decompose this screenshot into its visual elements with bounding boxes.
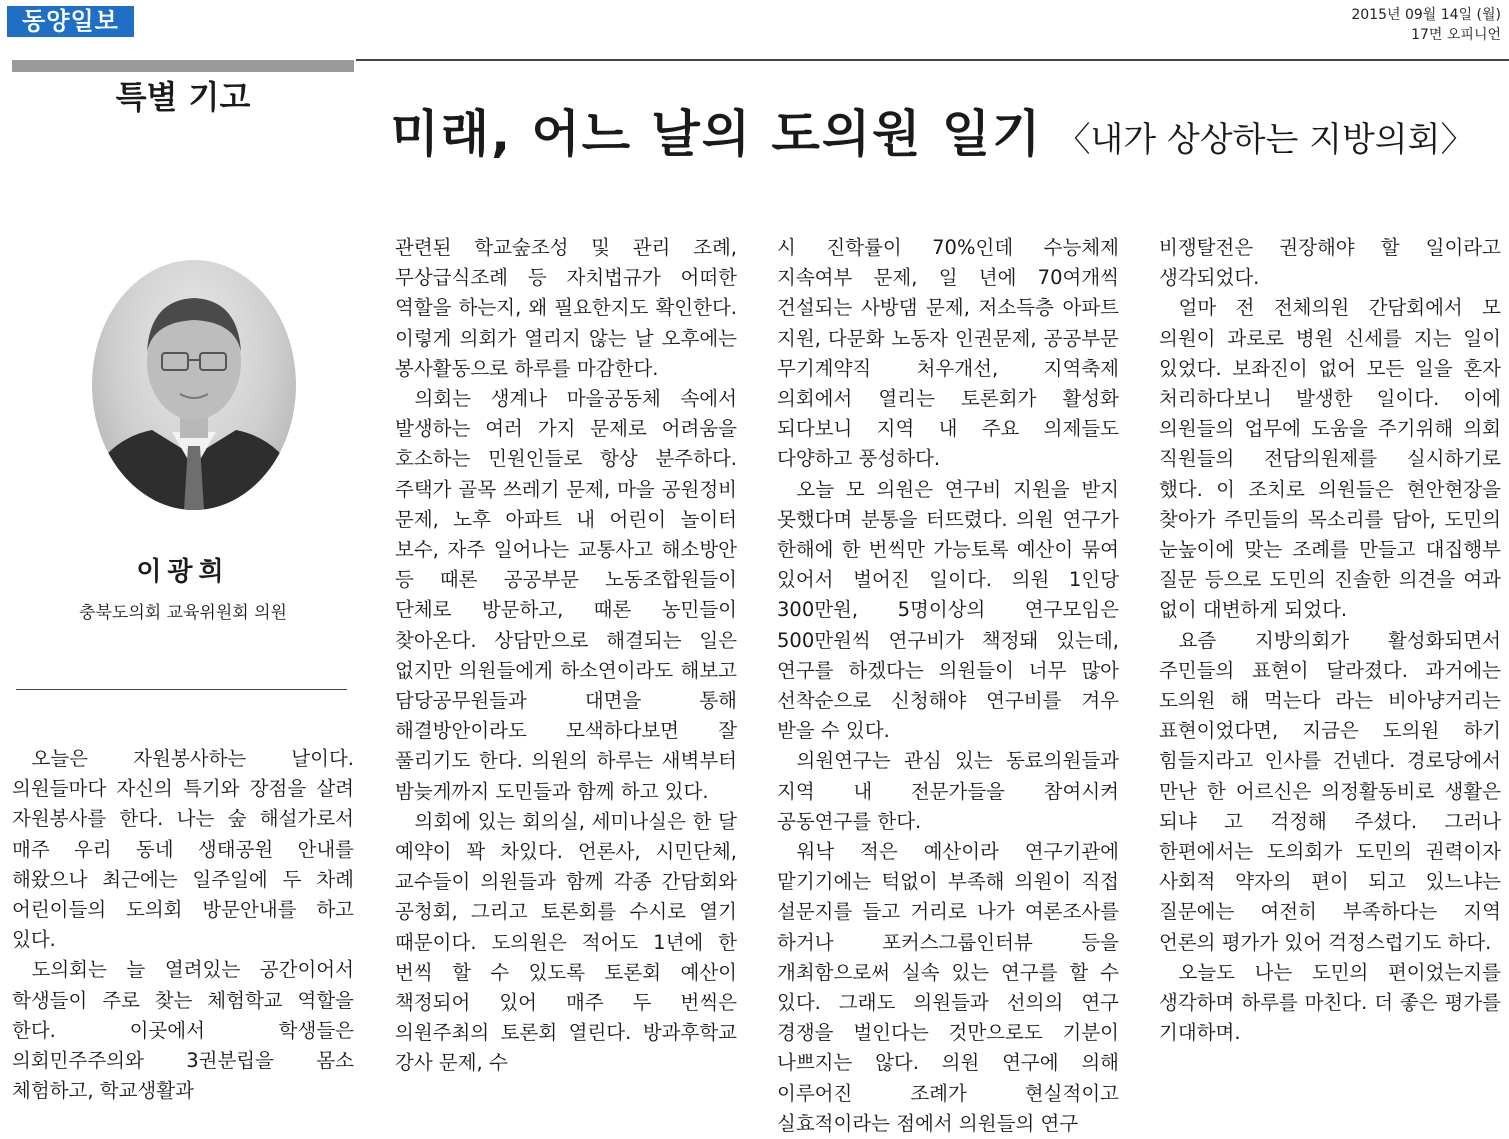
dateline (1351, 5, 1501, 45)
section-rule (12, 60, 354, 72)
article-paragraph: 비쟁탈전은 권장해야 할 일이라고 생각되었다. (1159, 236, 1501, 290)
author-name: 이광희 (136, 557, 230, 587)
author-rule (16, 689, 347, 690)
article-paragraph: 의원연구는 관심 있는 동료의원들과 지역 내 전문가들을 참여시켜 공동연구를 한다. (777, 749, 1119, 833)
article-paragraph: 시 진학률이 70%인데 수능체제 지속여부 문제, 일 년에 70여개씩 건설되는 사방댐 문제, 저소득층 아파트 지원, 다문화 노동자 인권문제, 공공부문 무기계약직 처우개선, 지역축제 의회에서 열리는 토론회가 활성화 되다보니 지역 내 주요 의제들도 다양하고 풍성하다. (777, 236, 1119, 471)
author-portrait-icon (92, 260, 296, 510)
headline-main: 미래, 어느 날의 도의원 일기 (390, 105, 1043, 163)
headline-sub: 〈내가 상상하는 지방의회〉 (1056, 120, 1475, 160)
article-paragraph: 요즘 지방의회가 활성화되면서 주민들의 표현이 달라졌다. 과거에는 도의원 해 먹는다 라는 비아냥거리는 표현이었다면, 지금은 도의원 하기 힘들지라고 인사를 건넨다. 경로당에서 만난 한 어르신은 의정활동비로 생활은 되냐 고 걱정해 주셨다. 그러나 한편에서는 도의회가 도민의 권력이자 사회적 약자의 편이 되고 있느냐는 질문에는 여전히 부족하다는 지역 언론의 평가가 있어 걱정스럽기도 하다. (1159, 628, 1501, 954)
article-paragraph: 워낙 적은 예산이라 연구기관에 맡기기에는 턱없이 부족해 의원이 직접 설문지를 들고 거리로 나가 여론조사를 하거나 포커스그룹인터뷰 등을 개최함으로써 실속 있는 연구를 할 수 있다. 그래도 의원들과 선의의 연구 경쟁을 벌인다는 것만으로도 기분이 나쁘지는 않다. 의원 연구에 의해 이루어진 조례가 현실적이고 실효적이라는 점에서 의원들의 연구 (777, 840, 1119, 1135)
author-affiliation: 충북도의회 교육위원회 의원 (79, 603, 287, 623)
article-paragraph: 도의회는 늘 열려있는 공간이어서 학생들이 주로 찾는 체험학교 역할을 한다. 이곳에서 학생들은 의회민주주의와 3권분립을 몸소 체험하고, 학교생활과 (12, 958, 354, 1103)
article-column-1 (12, 744, 354, 1106)
article-paragraph: 얼마 전 전체의원 간담회에서 모 의원이 과로로 병원 신세를 지는 일이 있었다. 보좌진이 없어 모든 일을 혼자 처리하다보니 발생한 일이다. 이에 의원들의 업무에 도움을 주기위해 의회 직원들의 전담의원제를 실시하기로 했다. 이 조치로 의원들은 현안현장을 찾아가 주민들의 목소리를 담아, 도민의 눈높이에 맞는 조례를 만들고 대집행부 질문 등으로 도민의 진솔한 의견을 여과 없이 대변하게 되었다. (1159, 296, 1501, 622)
headline (356, 94, 1509, 166)
article-paragraph: 오늘 모 의원은 연구비 지원을 받지 못했다며 분통을 터뜨렸다. 의원 연구가 한해에 한 번씩만 가능토록 예산이 묶여 있어서 벌어진 일이다. 의원 1인당 300만원, 5명이상의 연구모임은 500만원씩 연구비가 책정돼 있는데, 연구를 하겠다는 의원들이 너무 많아 선착순으로 신청해야 연구비를 겨우 받을 수 있다. (777, 477, 1119, 743)
article-column-3 (777, 233, 1119, 1139)
article-column-2 (395, 233, 737, 1079)
article-paragraph: 의회는 생계나 마을공동체 속에서 발생하는 여러 가지 문제로 어려움을 호소하는 민원인들로 항상 분주하다. 주택가 골목 쓰레기 문제, 마을 공원정비 문제, 노후 아파트 내 어린이 놀이터 보수, 자주 일어나는 교통사고 해소방안 등 때론 공공부문 노동조합원들이 단체로 방문하고, 때론 농민들이 찾아온다. 상담만으로 해결되는 일은 없지만 의원들에게 하소연이라도 해보고 담당공무원들과 대면을 통해 해결방안이라도 모색하다보면 잘 풀리기도 한다. 의원의 하루는 새벽부터 밤늦게까지 도민들과 함께 하고 있다. (395, 387, 737, 803)
article-paragraph: 관련된 학교숲조성 및 관리 조례, 무상급식조례 등 자치법규가 어떠한 역할을 하는지, 왜 필요한지도 확인한다. 이렇게 의회가 열리지 않는 날 오후에는 봉사활동으로 하루를 마감한다. (395, 236, 737, 380)
article-paragraph: 오늘은 자원봉사하는 날이다. 의원들마다 자신의 특기와 장점을 살려 자원봉사를 한다. 나는 숲 해설가로서 매주 우리 동네 생태공원 안내를 해왔으나 최근에는 일주일에 두 차례 어린이들의 도의회 방문안내를 하고 있다. (12, 747, 354, 952)
publication-date: 2015년 09월 14일 (월) (1351, 7, 1501, 23)
masthead-logo: 동양일보 (7, 6, 134, 37)
article-paragraph: 의회에 있는 회의실, 세미나실은 한 달 예약이 꽉 차있다. 언론사, 시민단체, 교수들이 의원들과 함께 각종 간담회와 공청회, 그리고 토론회를 수시로 열기 때문이다. 도의원은 적어도 1년에 한 번씩 할 수 있도록 토론회 예산이 책정되어 있어 매주 두 번씩은 의원주최의 토론회 열린다. 방과후학교 강사 문제, 수 (395, 809, 737, 1075)
author-portrait-svg (92, 260, 296, 510)
article-column-4 (1159, 233, 1501, 1048)
section-label: 특별 기고 (115, 78, 251, 116)
header-rule (356, 59, 1509, 61)
page-section: 17면 오피니언 (1411, 27, 1501, 43)
article-paragraph: 오늘도 나는 도민의 편이었는지를 생각하며 하루를 마친다. 더 좋은 평가를 기대하며. (1159, 960, 1501, 1045)
